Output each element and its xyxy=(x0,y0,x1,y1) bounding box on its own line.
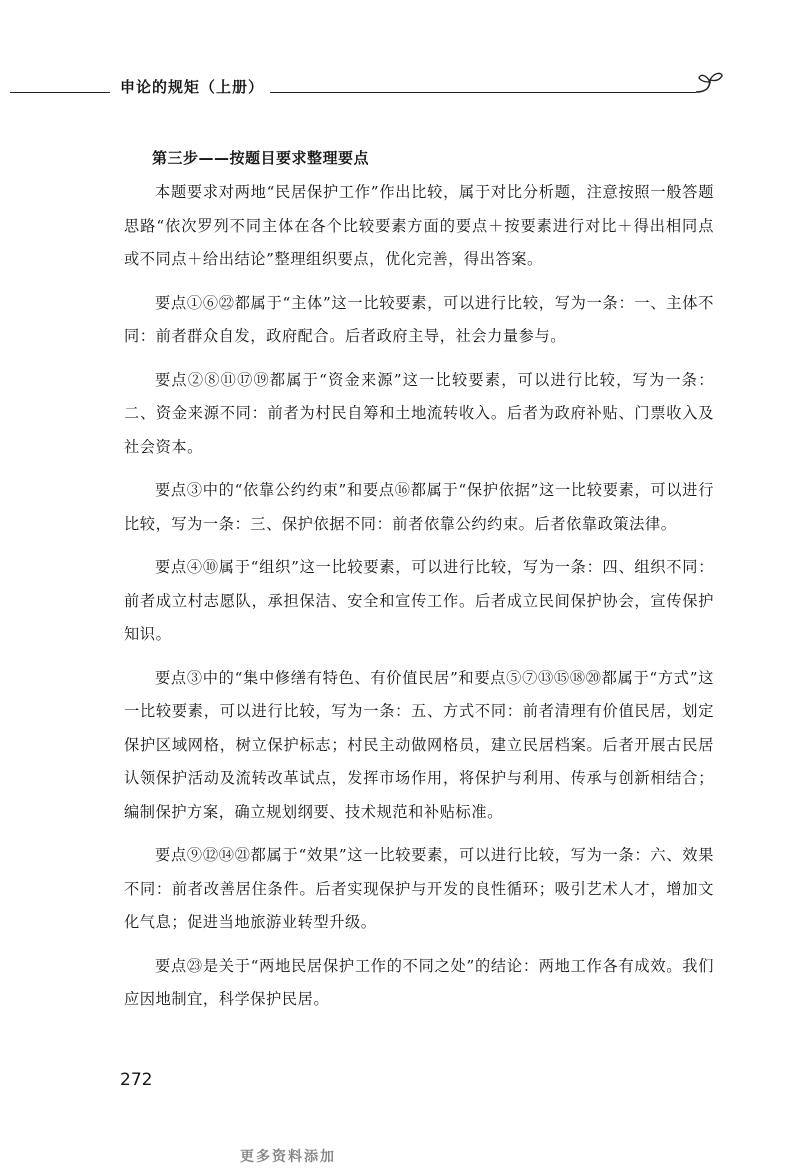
paragraph: 要点①⑥㉒都属于“主体”这一比较要素，可以进行比较，写为一条：一、主体不同：前者群众自发，政府配合。后者政府主导，社会力量参与。 xyxy=(124,293,714,345)
footer-watermark-text: 更多资料添加 xyxy=(240,1149,336,1165)
paragraph: 本题要求对两地“民居保护工作”作出比较，属于对比分析题，注意按照一般答题思路“依次罗列不同主体在各个比较要素方面的要点＋按要素进行对比＋得出相同点或不同点＋给出结论”整理组织要点，优化完善，得出答案。 xyxy=(124,183,714,268)
paragraph: 要点㉓是关于“两地民居保护工作的不同之处”的结论：两地工作各有成效。我们应因地制宜，科学保护民居。 xyxy=(124,956,714,1008)
main-content xyxy=(124,140,714,1027)
paragraph: 要点②⑧⑪⑰⑲都属于“资金来源”这一比较要素，可以进行比较，写为一条：二、资金来源不同：前者为村民自筹和土地流转收入。后者为政府补贴、门票收入及社会资本。 xyxy=(124,370,714,456)
paragraph: 要点④⑩属于“组织”这一比较要素，可以进行比较，写为一条：四、组织不同：前者成立村志愿队，承担保洁、安全和宣传工作。后者成立民间保护协会，宣传保护知识。 xyxy=(124,558,714,643)
running-header xyxy=(0,70,800,110)
paragraph: 要点③中的“集中修缮有特色、有价值民居”和要点⑤⑦⑬⑮⑱⑳都属于“方式”这一比较要素，可以进行比较，写为一条：五、方式不同：前者清理有价值民居，划定保护区域网格，树立保护标志；村民主动做网格员，建立民居档案。后者开展古民居认领保护活动及流转改革试点，发挥市场作用，将保护与利用、传承与创新相结合；编制保护方案，确立规划纲要、技术规范和补贴标准。 xyxy=(124,668,714,821)
header-rule-left xyxy=(10,92,110,93)
page-number: 272 xyxy=(120,1070,153,1090)
section-heading: 第三步——按题目要求整理要点 xyxy=(152,149,370,167)
book-title: 申论的规矩（上册） xyxy=(120,78,265,96)
sprout-icon xyxy=(692,70,726,102)
paragraph: 要点⑨⑫⑭㉑都属于“效果”这一比较要素，可以进行比较，写为一条：六、效果不同：前者改善居住条件。后者实现保护与开发的良性循环；吸引艺术人才，增加文化气息；促进当地旅游业转型升级。 xyxy=(124,846,714,931)
paragraph: 要点③中的“依靠公约约束”和要点⑯都属于“保护依据”这一比较要素，可以进行比较，写为一条：三、保护依据不同：前者依靠公约约束。后者依靠政策法律。 xyxy=(124,481,714,533)
header-rule-right xyxy=(270,92,696,93)
